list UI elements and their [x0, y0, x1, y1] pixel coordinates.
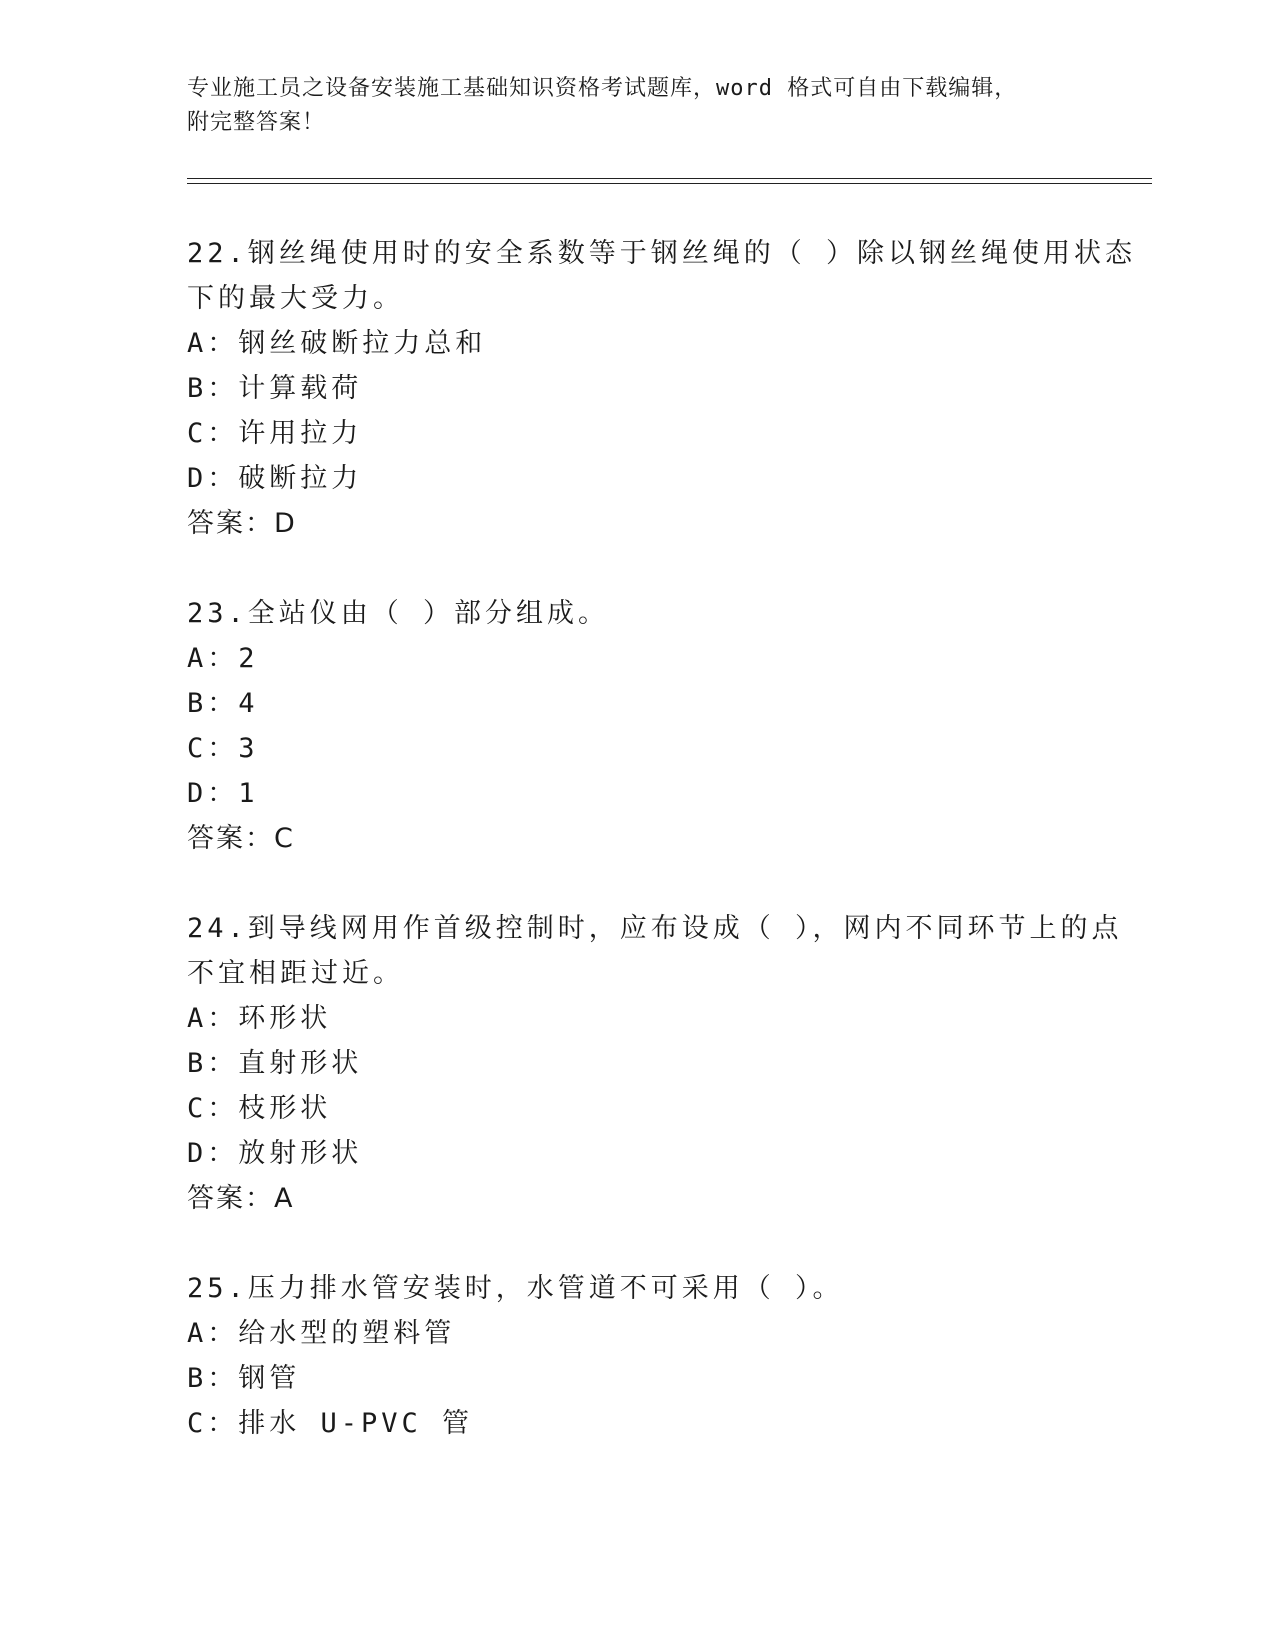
- question-25-stem-line-1: 25.压力排水管安装时，水管道不可采用（ ）。: [187, 1273, 844, 1304]
- question-22-stem-line-2: 下的最大受力。: [187, 283, 404, 314]
- question-24-answer: 答案：A: [187, 1183, 295, 1214]
- question-24-option-d: D：放射形状: [187, 1138, 363, 1169]
- question-23-option-a: A：2: [187, 643, 259, 674]
- question-22-option-b: B：计算载荷: [187, 373, 363, 404]
- question-25-option-c: C：排水 U-PVC 管: [187, 1408, 474, 1439]
- question-24-stem-line-1: 24.到导线网用作首级控制时，应布设成（ ），网内不同环节上的点: [187, 913, 1123, 944]
- question-23-option-b: B：4: [187, 688, 259, 719]
- document-header: [187, 72, 1147, 140]
- question-23-option-c: C：3: [187, 733, 259, 764]
- question-23-stem-line-1: 23.全站仪由（ ）部分组成。: [187, 598, 610, 629]
- question-25-option-b: B：钢管: [187, 1363, 301, 1394]
- question-22-option-c: C：许用拉力: [187, 418, 363, 449]
- question-24-option-c: C：枝形状: [187, 1093, 332, 1124]
- question-22-option-d: D：破断拉力: [187, 463, 363, 494]
- question-22-option-a: A：钢丝破断拉力总和: [187, 328, 487, 359]
- question-24-option-b: B：直射形状: [187, 1048, 363, 1079]
- header-divider-bottom: [187, 183, 1152, 184]
- header-line-2: 附完整答案！: [187, 110, 326, 135]
- question-24-option-a: A：环形状: [187, 1003, 332, 1034]
- header-divider-top: [187, 178, 1152, 179]
- header-line-1: 专业施工员之设备安装施工基础知识资格考试题库，word 格式可自由下载编辑，: [187, 76, 1018, 101]
- question-23-answer: 答案：C: [187, 823, 295, 854]
- question-24-stem-line-2: 不宜相距过近。: [187, 958, 404, 989]
- question-23-option-d: D：1: [187, 778, 259, 809]
- question-22-answer: 答案：D: [187, 508, 297, 539]
- question-22-stem-line-1: 22.钢丝绳使用时的安全系数等于钢丝绳的（ ）除以钢丝绳使用状态: [187, 238, 1137, 269]
- question-25-option-a: A：给水型的塑料管: [187, 1318, 456, 1349]
